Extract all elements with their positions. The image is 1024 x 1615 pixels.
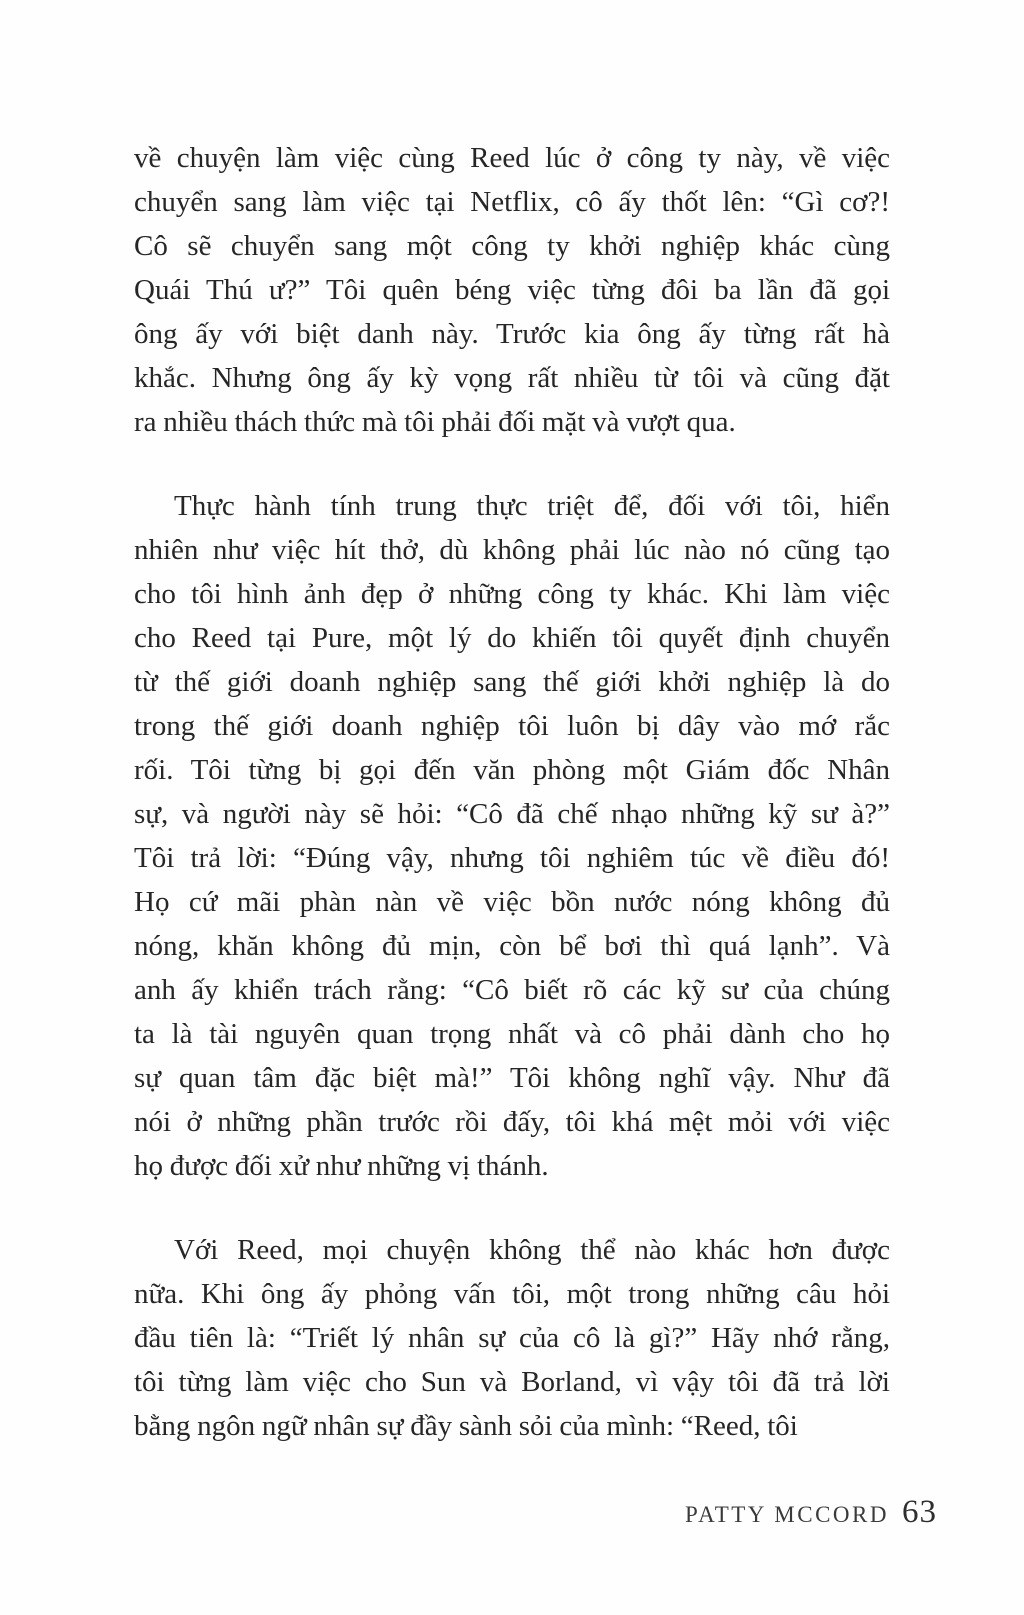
- text-line: bằng ngôn ngữ nhân sự đầy sành sỏi của mình: “Reed, tôi: [134, 1410, 798, 1442]
- text-line: khắc. Nhưng ông ấy kỳ vọng rất nhiều từ tôi và cũng đặt: [134, 362, 890, 394]
- text-line: cho tôi hình ảnh đẹp ở những công ty khác. Khi làm việc: [134, 578, 890, 610]
- page-number: 63: [902, 1494, 937, 1530]
- text-line: cho Reed tại Pure, một lý do khiến tôi quyết định chuyển: [134, 622, 890, 654]
- text-line: ta là tài nguyên quan trọng nhất và cô phải dành cho họ: [134, 1018, 890, 1050]
- paragraph: [134, 484, 890, 1188]
- text-line: Thực hành tính trung thực triệt để, đối với tôi, hiển: [174, 490, 890, 522]
- text-line: nóng, khăn không đủ mịn, còn bể bơi thì quá lạnh”. Và: [134, 930, 890, 962]
- text-line: đầu tiên là: “Triết lý nhân sự của cô là gì?” Hãy nhớ rằng,: [134, 1322, 890, 1354]
- text-line: nữa. Khi ông ấy phỏng vấn tôi, một trong những câu hỏi: [134, 1278, 890, 1310]
- text-line: nhiên như việc hít thở, dù không phải lúc nào nó cũng tạo: [134, 534, 890, 566]
- page-text: [134, 136, 890, 1448]
- text-line: Cô sẽ chuyển sang một công ty khởi nghiệp khác cùng: [134, 230, 890, 262]
- text-line: rối. Tôi từng bị gọi đến văn phòng một Giám đốc Nhân: [134, 754, 890, 786]
- text-line: trong thế giới doanh nghiệp tôi luôn bị dây vào mớ rắc: [134, 710, 890, 742]
- text-line: ra nhiều thách thức mà tôi phải đối mặt và vượt qua.: [134, 406, 736, 438]
- text-line: ông ấy với biệt danh này. Trước kia ông ấy từng rất hà: [134, 318, 890, 350]
- text-line: Quái Thú ư?” Tôi quên béng việc từng đôi ba lần đã gọi: [134, 274, 890, 306]
- text-line: về chuyện làm việc cùng Reed lúc ở công ty này, về việc: [134, 142, 890, 174]
- running-footer-author: PATTY MCCORD: [684, 1502, 889, 1527]
- paragraph: [134, 1228, 890, 1448]
- text-line: chuyển sang làm việc tại Netflix, cô ấy thốt lên: “Gì cơ?!: [134, 186, 890, 218]
- text-line: sự, và người này sẽ hỏi: “Cô đã chế nhạo những kỹ sư à?”: [134, 798, 890, 830]
- text-line: anh ấy khiển trách rằng: “Cô biết rõ các kỹ sư của chúng: [134, 974, 890, 1006]
- page-footer: [685, 1494, 937, 1531]
- text-line: họ được đối xử như những vị thánh.: [134, 1150, 549, 1182]
- paragraph: [134, 136, 890, 444]
- text-line: tôi từng làm việc cho Sun và Borland, vì vậy tôi đã trả lời: [134, 1366, 890, 1398]
- text-line: sự quan tâm đặc biệt mà!” Tôi không nghĩ vậy. Như đã: [134, 1062, 890, 1094]
- text-line: Họ cứ mãi phàn nàn về việc bồn nước nóng không đủ: [134, 886, 890, 918]
- text-line: Tôi trả lời: “Đúng vậy, nhưng tôi nghiêm túc về điều đó!: [134, 842, 890, 874]
- text-line: nói ở những phần trước rồi đấy, tôi khá mệt mỏi với việc: [134, 1106, 890, 1138]
- text-line: từ thế giới doanh nghiệp sang thế giới khởi nghiệp là do: [134, 666, 890, 698]
- text-line: Với Reed, mọi chuyện không thể nào khác hơn được: [174, 1234, 890, 1266]
